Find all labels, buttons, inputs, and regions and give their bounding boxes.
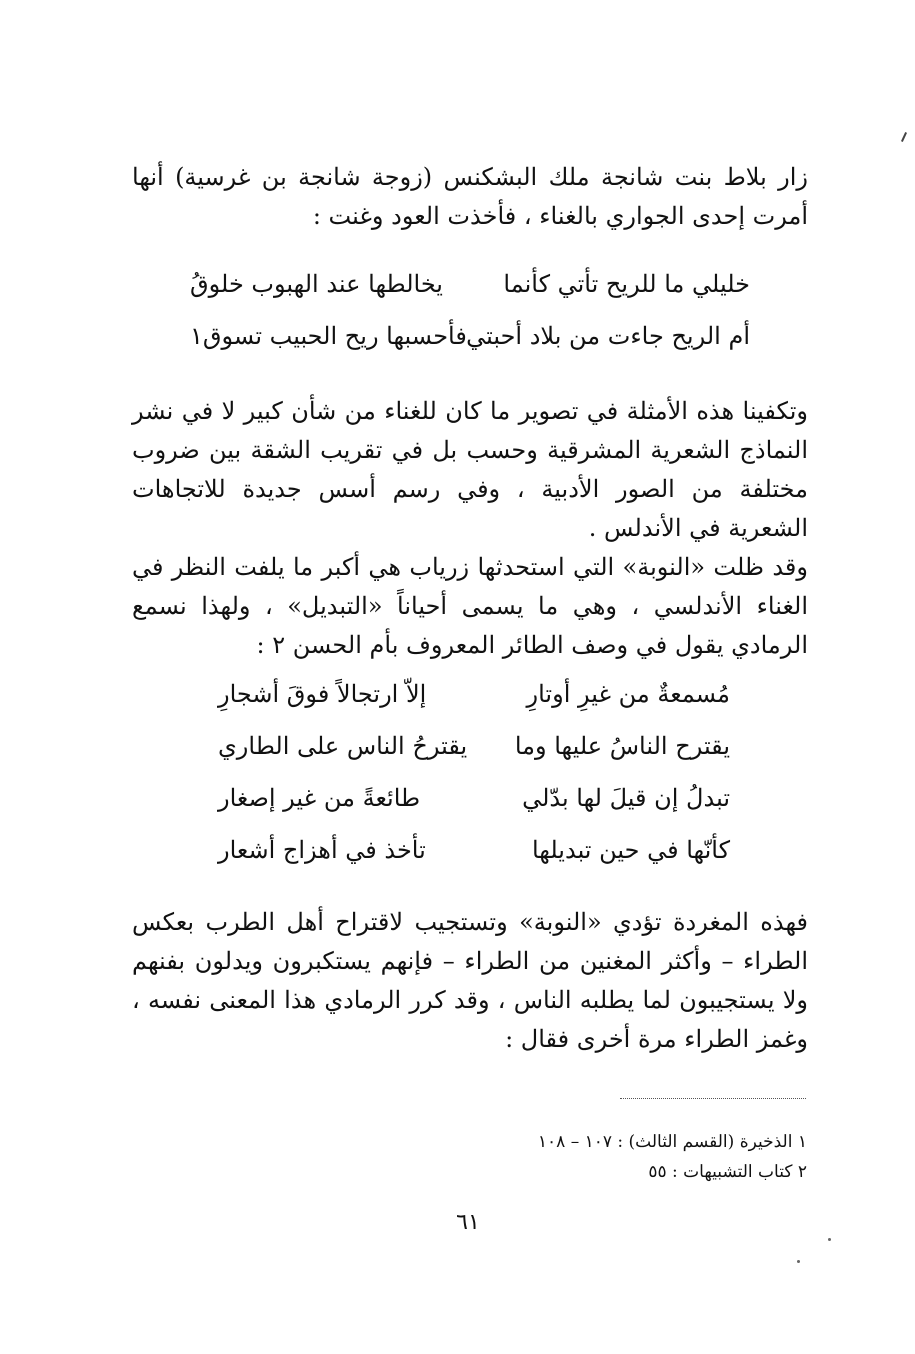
closing-paragraph <box>132 903 808 1059</box>
scan-artifact-dot <box>797 1260 800 1263</box>
verse-first-hemistich: يقترح الناسُ عليها وما <box>514 732 730 760</box>
body-paragraphs <box>132 392 808 665</box>
verse-second-hemistich: فأحسبها ريح الحبيب تسوق١ <box>190 322 467 350</box>
verse-first-hemistich: أم الريح جاءت من بلاد أحبتي <box>466 322 750 350</box>
verse-first-hemistich: مُسمعةٌ من غيرِ أوتارِ <box>526 680 730 708</box>
intro-text: زار بلاط بنت شانجة ملك البشكنس (زوجة شانجة بن غرسية) أنها أمرت إحدى الجواري بالغناء ، فأخذت العود وغنت : <box>132 163 808 230</box>
verse-first-hemistich: خليلي ما للريح تأتي كأنما <box>503 270 750 298</box>
scan-artifact-mark <box>901 132 907 142</box>
footnote-1: ١ الذخيرة (القسم الثالث) : ١٠٧ – ١٠٨ <box>537 1132 807 1152</box>
verse-line-5 <box>218 778 730 818</box>
verse-line-4 <box>218 726 730 766</box>
verse-second-hemistich: إلاّ ارتجالاً فوقَ أشجارِ <box>218 680 427 708</box>
footnote-separator <box>620 1098 806 1099</box>
verse-first-hemistich: تبدلُ إن قيلَ لها بدّلي <box>522 784 730 812</box>
verse-second-hemistich: يخالطها عند الهبوب خلوقُ <box>190 270 443 298</box>
verse-first-hemistich: كأنّها في حين تبديلها <box>531 836 730 864</box>
nawba-paragraph: وقد ظلت «النوبة» التي استحدثها زرياب هي أكبر ما يلفت النظر في الغناء الأندلسي ، وهي ما يسمى أحياناً «التبديل» ، ولهذا نسمع الرمادي يقول في وصف الطائر المعروف بأم الحسن ٢ : <box>132 553 808 659</box>
examples-paragraph: وتكفينا هذه الأمثلة في تصوير ما كان للغناء من شأن كبير لا في نشر النماذج الشعرية المشرقية وحسب بل في تقريب الشقة بين ضروب مختلفة من الصور الأدبية ، وفي رسم أسس جديدة للاتجاهات الشعرية في الأندلس . <box>132 397 808 542</box>
footnote-2: ٢ كتاب التشبيهات : ٥٥ <box>648 1162 807 1182</box>
intro-paragraph <box>132 158 808 236</box>
verse-second-hemistich: يقترحُ الناس على الطاري <box>218 732 468 760</box>
closing-text: فهذه المغردة تؤدي «النوبة» وتستجيب لاقتراح أهل الطرب بعكس الطراء – وأكثر المغنين من الطراء – فإنهم يستكبرون ويدلون بفنهم ولا يستجيبون لما يطلبه الناس ، وقد كرر الرمادي هذا المعنى نفسه ، وغمز الطراء مرة أخرى فقال : <box>132 908 808 1053</box>
page-number: ٦١ <box>456 1210 480 1235</box>
verse-line-2 <box>190 316 750 356</box>
verse-line-3 <box>218 674 730 714</box>
verse-second-hemistich: تأخذ في أهزاج أشعار <box>218 836 426 864</box>
verse-line-1 <box>190 264 750 304</box>
verse-line-6 <box>218 830 730 870</box>
scan-artifact-dot <box>828 1238 831 1241</box>
verse-second-hemistich: طائعةً من غير إصغار <box>218 784 421 812</box>
